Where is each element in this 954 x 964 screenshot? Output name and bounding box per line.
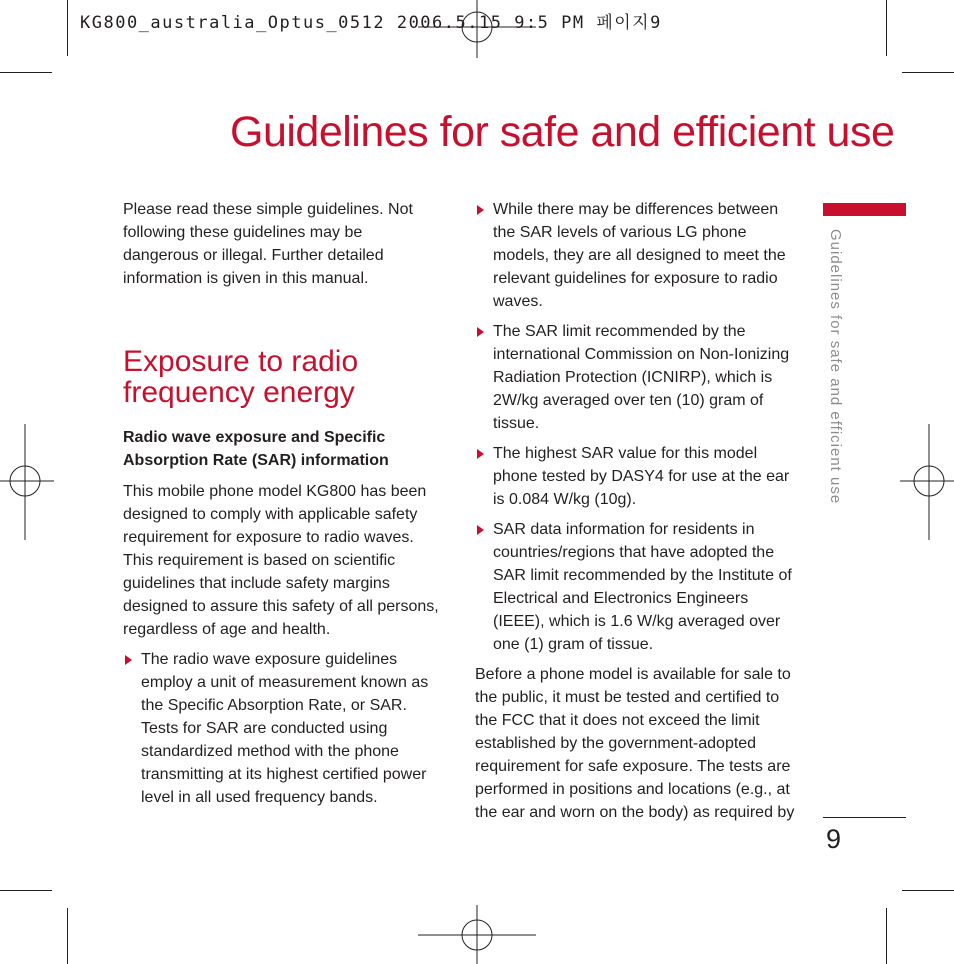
triangle-bullet-icon	[477, 449, 484, 459]
bullet-item	[475, 320, 795, 435]
triangle-bullet-icon	[477, 205, 484, 215]
bullet-text: The radio wave exposure guidelines employ a unit of measurement known as the Specific Absorption Rate, or SAR. Tests for SAR are conducted using standardized method with the phone transmitting at its highest certified power level in all used frequency bands.	[141, 651, 429, 806]
bullet-item	[475, 198, 795, 313]
bullet-text: SAR data information for residents in countries/regions that have adopted the SAR limit recommended by the Institute of Electrical and Electronics Engineers (IEEE), which is 1.6 W/kg averaged over one (1) gram of tissue.	[493, 521, 792, 653]
page-title: Guidelines for safe and efficient use	[230, 108, 895, 156]
registration-mark-bottom	[418, 905, 536, 964]
triangle-bullet-icon	[477, 525, 484, 535]
bullet-text: The SAR limit recommended by the international Commission on Non-Ionizing Radiation Protection (ICNIRP), which is 2W/kg averaged over ten (10) gram of tissue.	[493, 323, 790, 432]
crop-mark	[902, 72, 954, 73]
slug-line: KG800_australia_Optus_0512 2006.5.15 9:5 PM 페이지9	[80, 13, 662, 33]
crop-mark	[67, 0, 68, 56]
crop-mark	[0, 890, 52, 891]
crop-mark	[67, 908, 68, 964]
page-number: 9	[826, 824, 842, 854]
registration-mark-right	[900, 424, 954, 540]
subhead-line1: Radio wave exposure and Specific	[123, 429, 386, 446]
intro-paragraph: Please read these simple guidelines. Not following these guidelines may be dangerous or illegal. Further detailed information is given in this manual.	[123, 201, 413, 287]
left-column	[123, 198, 441, 809]
crop-mark	[886, 908, 887, 964]
side-tab-label: Guidelines for safe and efficient use	[827, 229, 844, 505]
crop-mark	[902, 890, 954, 891]
closing-paragraph: Before a phone model is available for sale to the public, it must be tested and certified to the FCC that it does not exceed the limit established by the government-adopted requirement for safe exposure. The tests are performed in positions and locations (e.g., at the ear and worn on the body) as required by	[475, 666, 795, 821]
bullet-text: The highest SAR value for this model phone tested by DASY4 for use at the ear is 0.084 W/kg (10g).	[493, 445, 790, 508]
subhead-line2: Absorption Rate (SAR) information	[123, 452, 389, 469]
subhead	[123, 426, 441, 472]
triangle-bullet-icon	[125, 655, 132, 665]
crop-mark	[0, 72, 52, 73]
section-title	[123, 346, 441, 408]
bullet-text: While there may be differences between the SAR levels of various LG phone models, they are all designed to meet the relevant guidelines for exposure to radio waves.	[493, 201, 786, 310]
bullet-item	[475, 518, 795, 656]
side-tab-bar	[823, 203, 906, 216]
crop-mark	[886, 0, 887, 56]
right-column	[475, 198, 795, 824]
bullet-item	[123, 648, 441, 809]
section-title-line2: frequency energy	[123, 376, 355, 409]
registration-mark-left	[0, 424, 54, 540]
section-title-line1: Exposure to radio	[123, 345, 359, 378]
section-body: This mobile phone model KG800 has been designed to comply with applicable safety requirement for exposure to radio waves. This requirement is based on scientific guidelines that include safety margins designed to assure this safety of all persons, regardless of age and health.	[123, 483, 439, 638]
bullet-item	[475, 442, 795, 511]
triangle-bullet-icon	[477, 327, 484, 337]
page-number-rule	[823, 817, 906, 818]
